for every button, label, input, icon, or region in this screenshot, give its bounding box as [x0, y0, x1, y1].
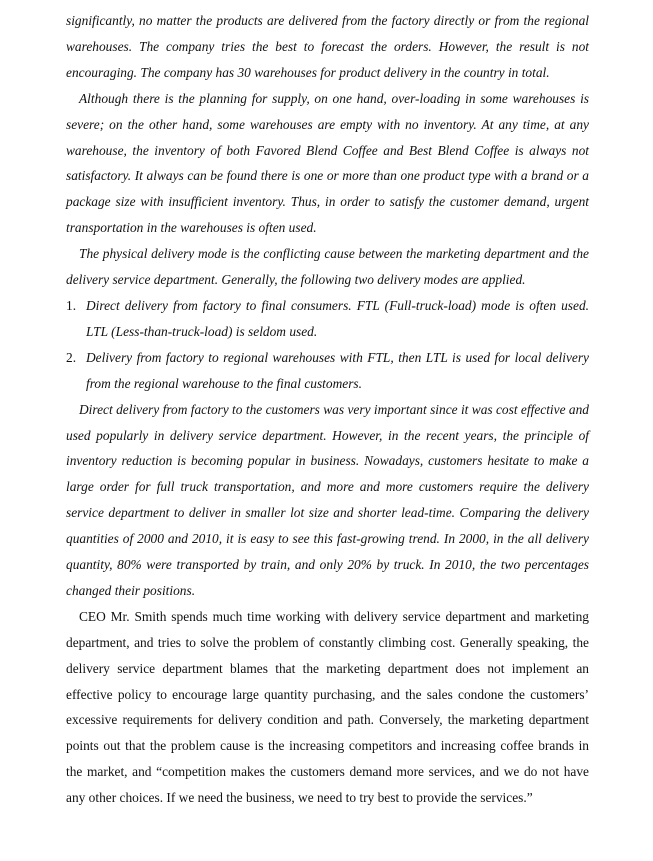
paragraph-supply-planning: Although there is the planning for supply, on one hand, over-loading in some warehouses is severe; on the other hand, some warehouses are empty with no inventory. At any time, at any warehouse, the inventory of both Favored Blend Coffee and Best Blend Coffee is always not satisfactory. It always can be found there is one or more than one product type with a brand or a package size with insufficient inventory. Thus, in order to satisfy the customer demand, urgent transportation in the warehouses is often used. [66, 90, 589, 236]
paragraph-ceo: CEO Mr. Smith spends much time working with delivery service department and marketing department, and tries to solve the problem of constantly climbing cost. Generally speaking, the delivery service department blames that the marketing department does not implement an effective policy to encourage large quantity purchasing, and the sales condone the customers’ excessive requirements for delivery condition and path. Conversely, the marketing department points out that the problem cause is the increasing competitors and increasing coffee brands in the market, and “competition makes the customers demand more services, and we do not have any other choices. If we need the business, we need to try best to provide the services.” [66, 608, 589, 806]
document-page [66, 8, 589, 811]
paragraph-delivery-modes-intro: The physical delivery mode is the conflicting cause between the marketing department and the delivery service department. Generally, the following two delivery modes are applied. [66, 246, 589, 288]
delivery-modes-list [66, 293, 589, 397]
list-item-number: 2. [66, 349, 77, 365]
paragraph-delivery-trend: Direct delivery from factory to the customers was very important since it was cost effective and used popularly in delivery service department. However, in the recent years, the principle of inventory reduction is becoming popular in business. Nowadays, customers hesitate to make a large order for full truck transportation, and more and more customers require the delivery service department to deliver in smaller lot size and shorter lead-time. Comparing the delivery quantities of 2000 and 2010, it is easy to see this fast-growing trend. In 2000, in the all delivery quantity, 80% were transported by train, and only 20% by truck. In 2010, the two percentages changed their positions. [66, 401, 589, 598]
list-item-text: Delivery from factory to regional warehouses with FTL, then LTL is used for local delivery from the regional warehouse to the final customers. [86, 349, 589, 391]
list-item-number: 1. [66, 297, 77, 313]
list-item [66, 293, 589, 345]
paragraph-continuation: significantly, no matter the products are delivered from the factory directly or from the regional warehouses. The company tries the best to forecast the orders. However, the result is not encouraging. The company has 30 warehouses for product delivery in the country in total. [66, 13, 589, 80]
list-item [66, 345, 589, 397]
list-item-text: Direct delivery from factory to final consumers. FTL (Full-truck-load) mode is often used. LTL (Less-than-truck-load) is seldom used. [86, 297, 589, 339]
